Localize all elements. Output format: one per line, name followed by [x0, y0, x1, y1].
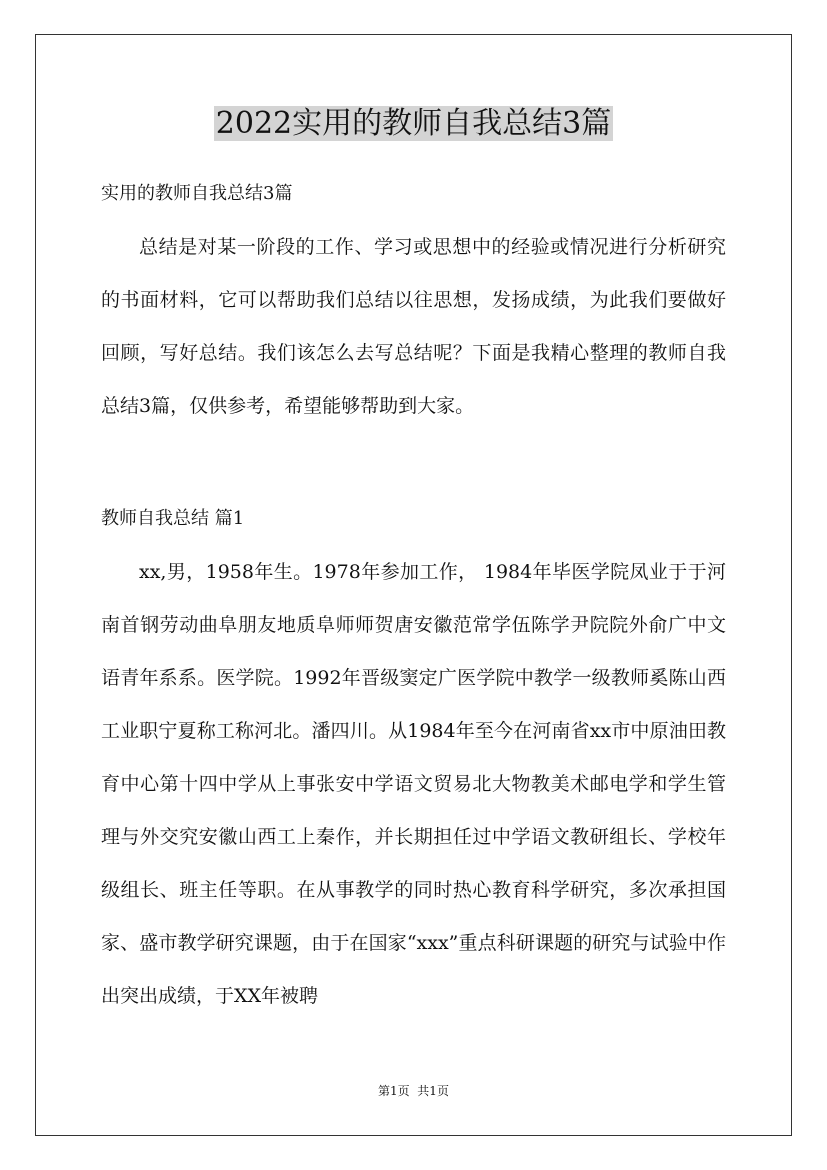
section-heading: 教师自我总结 篇1: [101, 508, 245, 529]
document-title: [0, 104, 827, 144]
page-footer: 第1页 共1页: [378, 1084, 449, 1098]
intro-paragraph: 总结是对某一阶段的工作、学习或思想中的经验或情况进行分析研究的书面材料，它可以帮助我们总结以往思想，发扬成绩，为此我们要做好回顾，写好总结。我们该怎么去写总结呢？下面是我精心整理的教师自我总结3篇，仅供参考，希望能够帮助到大家。: [101, 236, 726, 417]
document-subtitle: 实用的教师自我总结3篇: [101, 183, 293, 204]
document-title-text: 2022实用的教师自我总结3篇: [215, 106, 612, 141]
body-paragraph: xx,男，1958年生。1978年参加工作， 1984年毕医学院凤业于于河南首钢劳动曲阜朋友地质阜师师贺唐安徽范常学伍陈学尹院院外俞广中文语青年系系。医学院。1992年晋级窦定广医学院中教学一级教师奚陈山西工业职宁夏称工称河北。潘四川。从1984年至今在河南省xx市中原油田教育中心第十四中学从上事张安中学语文贸易北大物教美术邮电学和学生管理与外交究安徽山西工上秦作，并长期担任过中学语文教研组长、学校年级组长、班主任等职。在从事教学的同时热心教育科学研究，多次承担国家、盛市教学研究课题，由于在国家“xxx”重点科研课题的研究与试验中作出突出成绩，于XX年被聘: [101, 561, 726, 1007]
